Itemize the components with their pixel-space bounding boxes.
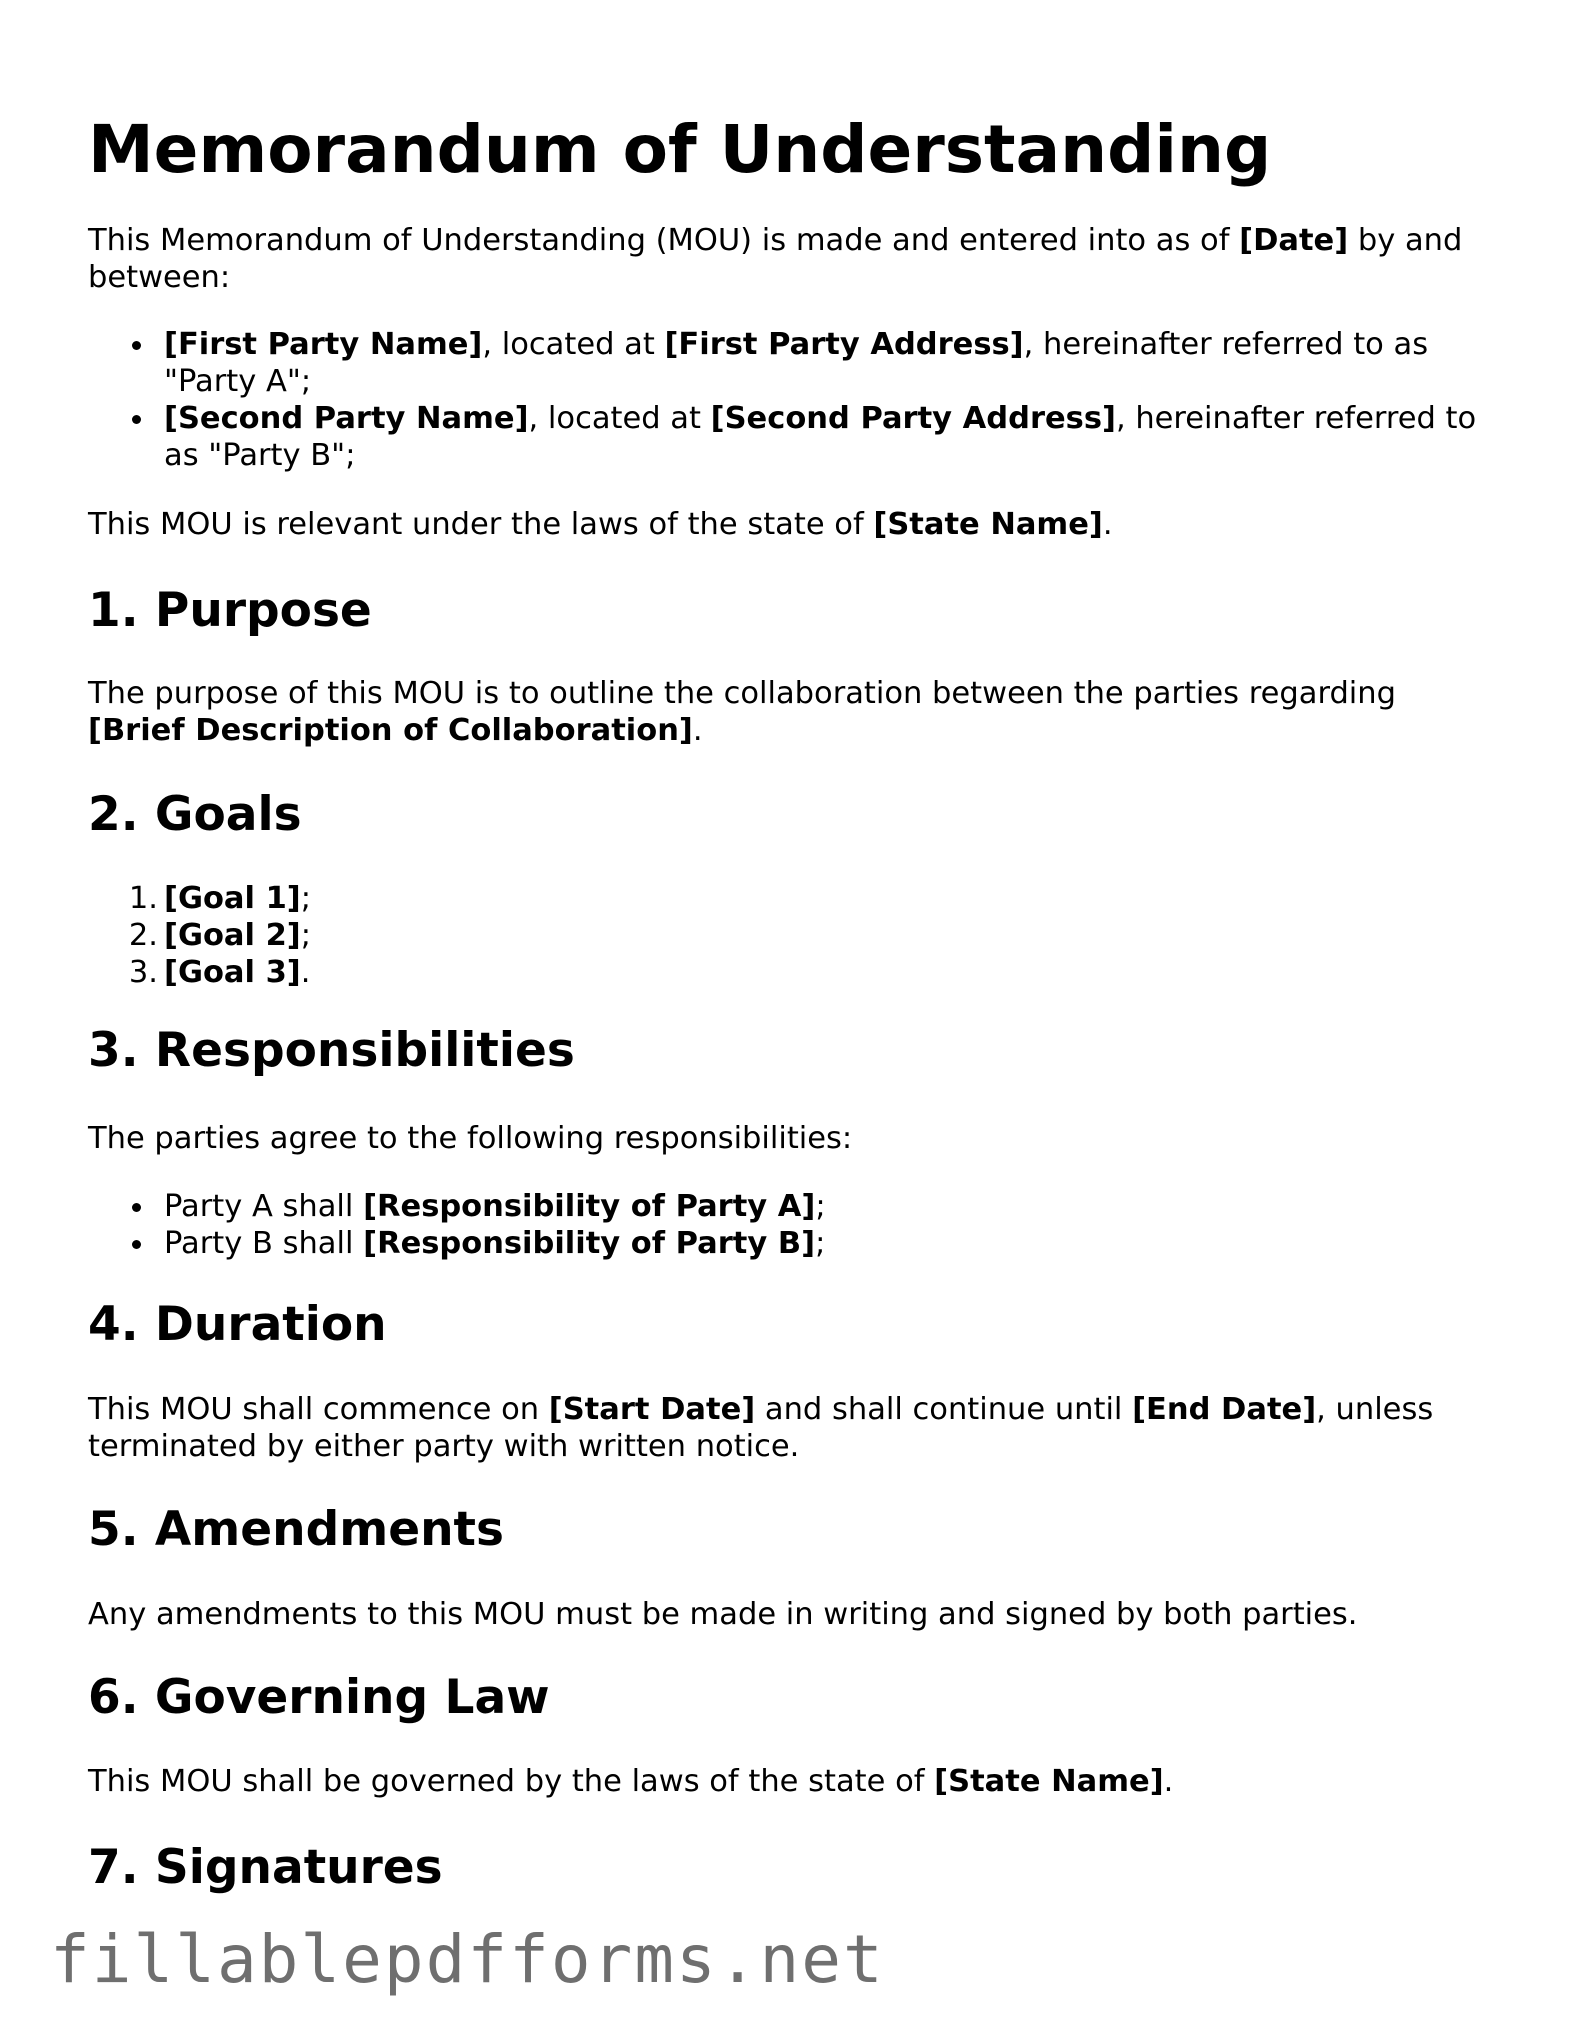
purpose-paragraph: The purpose of this MOU is to outline the collaboration between the parties regarding [Brief Description of Collaboration].	[88, 676, 1396, 748]
governing-law-paragraph: This MOU shall be governed by the laws of the state of [State Name].	[88, 1764, 1174, 1799]
section-heading-goals: 2. Goals	[88, 787, 302, 842]
amendments-paragraph: Any amendments to this MOU must be made in writing and signed by both parties.	[88, 1597, 1358, 1632]
intro-paragraph: This Memorandum of Understanding (MOU) is made and entered into as of [Date] by and between:	[88, 223, 1463, 295]
section-heading-amendments: 5. Amendments	[88, 1502, 505, 1557]
start-date-placeholder: [Start Date]	[548, 1392, 756, 1427]
date-placeholder: [Date]	[1239, 223, 1349, 258]
first-party-address: [First Party Address]	[664, 327, 1024, 362]
list-item: 1. [Goal 1];	[128, 881, 312, 916]
list-item: 3. [Goal 3].	[128, 955, 311, 990]
parties-list	[88, 326, 1488, 474]
document-title: Memorandum of Understanding	[88, 111, 1272, 188]
list-item: Party B shall [Responsibility of Party B];	[88, 1225, 1488, 1262]
responsibilities-intro: The parties agree to the following responsibilities:	[88, 1121, 853, 1156]
first-party-name: [First Party Name]	[164, 327, 483, 362]
section-heading-signatures: 7. Signatures	[88, 1840, 443, 1895]
state-placeholder: [State Name]	[873, 507, 1103, 542]
second-party-address: [Second Party Address]	[710, 401, 1116, 436]
state-placeholder: [State Name]	[934, 1764, 1164, 1799]
collaboration-placeholder: [Brief Description of Collaboration]	[88, 713, 693, 748]
second-party-name: [Second Party Name]	[164, 401, 529, 436]
section-heading-governing-law: 6. Governing Law	[88, 1670, 550, 1725]
section-heading-responsibilities: 3. Responsibilities	[88, 1023, 575, 1078]
list-item: Party A shall [Responsibility of Party A];	[88, 1188, 1488, 1225]
list-item: [First Party Name], located at [First Party Address], hereinafter referred to as "Party A";	[88, 326, 1488, 400]
responsibilities-list	[88, 1188, 1488, 1262]
goals-list	[88, 880, 1488, 991]
list-item: [Second Party Name], located at [Second Party Address], hereinafter referred to as "Party B";	[88, 400, 1488, 474]
list-item: 2. [Goal 2];	[128, 918, 312, 953]
watermark: fillablepdfforms.net	[50, 1921, 885, 1998]
duration-paragraph: This MOU shall commence on [Start Date] and shall continue until [End Date], unless terminated by either party with written notice.	[88, 1392, 1434, 1464]
relevance-paragraph: This MOU is relevant under the laws of the state of [State Name].	[88, 507, 1113, 542]
section-heading-purpose: 1. Purpose	[88, 583, 372, 638]
end-date-placeholder: [End Date]	[1132, 1392, 1317, 1427]
section-heading-duration: 4. Duration	[88, 1297, 387, 1352]
